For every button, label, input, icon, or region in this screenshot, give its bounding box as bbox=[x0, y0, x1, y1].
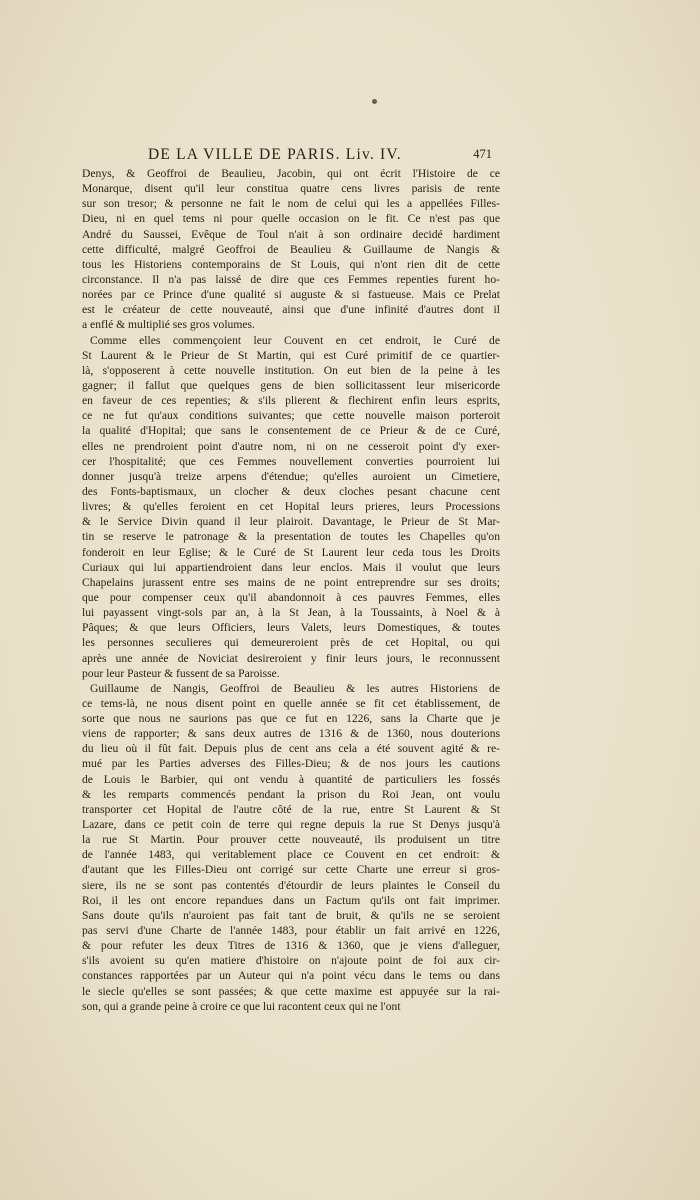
text-line: le siecle qu'elles se sont passées; & que cette maxime est appuyée sur la rai- bbox=[82, 984, 500, 998]
text-line: d'autant que les Filles-Dieu ont corrigé sur cette Charte une erreur si gros- bbox=[82, 863, 500, 877]
text-line: gagner; il fallut que quelques gens de bien sollicitassent leur misericorde bbox=[82, 378, 500, 392]
text-line: transporter cet Hopital de l'autre côté de la rue, entre St Laurent & St bbox=[82, 802, 500, 816]
text-line: St Laurent & le Prieur de St Martin, qui est Curé primitif de ce quartier- bbox=[82, 348, 500, 362]
text-line: norées par ce Prince d'une qualité si auguste & si fastueuse. Mais ce Prelat bbox=[82, 288, 500, 302]
text-line: pas servi d'une Charte de l'année 1483, pour établir un fait arrivé en 1226, bbox=[82, 924, 500, 938]
text-line: de l'année 1483, qui veritablement place ce Couvent en cet endroit: & bbox=[82, 848, 500, 862]
text-line: après une année de Noviciat desireroient y finir leurs jours, le reconnussent bbox=[82, 651, 500, 665]
text-line: Comme elles commençoient leur Couvent en cet endroit, le Curé de bbox=[90, 333, 500, 347]
text-line: constances rapportées par un Auteur qui n'a point vécu dans le tems ou dans bbox=[82, 969, 500, 983]
text-line: Pâques; & que leurs Officiers, leurs Valets, leurs Domestiques, & toutes bbox=[82, 621, 500, 635]
text-line: fonderoit en leur Eglise; & le Curé de St Laurent leur ceda tous les Droits bbox=[82, 545, 500, 559]
text-line: donner jusqu'à treize arpens d'étendue; qu'elles auroient un Cimetiere, bbox=[82, 469, 500, 483]
text-line: & pour refuter les deux Titres de 1316 & 1360, que je viens d'alleguer, bbox=[82, 939, 500, 953]
text-line: & les remparts commencés pendant la prison du Roi Jean, ont voulu bbox=[82, 787, 500, 801]
text-line: mué par les Parties adverses des Filles-Dieu; & de nos jours les cautions bbox=[82, 757, 500, 771]
text-line: Monarque, disent qu'il leur constitua quatre cens livres parisis de rente bbox=[82, 182, 500, 196]
text-line: & le Service Divin quand il leur plairoit. Davantage, le Prieur de St Mar- bbox=[82, 515, 500, 529]
text-line: cette difficulté, malgré Geoffroi de Beaulieu & Guillaume de Nangis & bbox=[82, 242, 500, 256]
running-header bbox=[148, 146, 492, 166]
text-line: s'ils avoient su qu'en matiere d'histoire on n'ajoute point de foi aux cir- bbox=[82, 954, 500, 968]
text-line: est le créateur de cette nouveauté, ainsi que d'une infinité d'autres dont il bbox=[82, 303, 500, 317]
text-line: Denys, & Geoffroi de Beaulieu, Jacobin, qui ont écrit l'Histoire de ce bbox=[82, 167, 500, 180]
text-line: André du Saussei, Evêque de Toul n'ait à son ordinaire decidé hardiment bbox=[82, 227, 500, 241]
text-line: Roi, il les ont encore repandues dans un Factum qu'ils ont fait imprimer. bbox=[82, 893, 500, 907]
text-line: sorte que nous ne saurions pas que ce fut en 1226, sans la Charte que je bbox=[82, 712, 500, 726]
text-line: Sans doute qu'ils n'auroient pas fait tant de bruit, & qu'ils ne se seroient bbox=[82, 908, 500, 922]
page-number: 471 bbox=[473, 147, 492, 161]
text-line: Dieu, ni en quel tems ni pour quelle occasion on le fit. Ce n'est pas que bbox=[82, 212, 500, 226]
text-line: que pour compenser ceux qu'il abandonnoit à ces pauvres Femmes, elles bbox=[82, 590, 500, 604]
text-line: là, s'opposerent à cette nouvelle institution. On eut bien de la peine à les bbox=[82, 363, 500, 377]
text-line: du lieu où il fût fait. Depuis plus de cent ans cela a été souvent agité & re- bbox=[82, 742, 500, 756]
text-line: livres; & qu'elles feroient en cet Hopital leurs prieres, leurs Processions bbox=[82, 500, 500, 514]
text-line: les personnes seculieres qui demeureroient près de cet Hopital, ou qui bbox=[82, 636, 500, 650]
text-line: circonstance. Il n'a pas laissé de dire que ces Femmes repenties furent ho- bbox=[82, 272, 500, 286]
text-line: des Fonts-baptismaux, un clocher & deux cloches pesant chacune cent bbox=[82, 484, 500, 498]
text-line: pour leur Pasteur & fussent de sa Paroisse. bbox=[82, 666, 280, 680]
text-line: siere, ils ne se sont pas contentés d'étourdir de leurs plaintes le Conseil du bbox=[82, 878, 500, 892]
text-line: cer l'hospitalité; que ces Femmes nouvellement converties pourroient lui bbox=[82, 454, 500, 468]
text-line: de Louis le Barbier, qui ont vendu à quantité de particuliers les fossés bbox=[82, 772, 500, 786]
text-line: en faveur de ces repenties; & s'ils plierent & flechirent enfin leurs esprits, bbox=[82, 394, 500, 408]
text-line: la qualité d'Hopital; que sans le consentement de ce Prieur & de ce Curé, bbox=[82, 424, 500, 438]
text-line: tous les Historiens contemporains de St Louis, qui n'ont rien dit de cette bbox=[82, 257, 500, 271]
running-title: DE LA VILLE DE PARIS. Liv. IV. bbox=[148, 146, 402, 163]
text-line: elles ne prendroient point d'autre nom, ni on ne cesseroit point d'y exer- bbox=[82, 439, 500, 453]
text-line: sur son tresor; & personne ne fait le nom de celui qui les a appellées Filles- bbox=[82, 197, 500, 211]
text-line: Lazare, dans ce petit coin de terre qui regne depuis la rue St Denys jusqu'à bbox=[82, 818, 500, 832]
text-line: ce tems-là, ne nous disent point en quelle année se fit cet établissement, de bbox=[82, 696, 500, 710]
body-text bbox=[82, 166, 500, 1014]
text-line: Guillaume de Nangis, Geoffroi de Beaulieu & les autres Historiens de bbox=[90, 681, 500, 695]
text-line: tin se reserve le patronage & la presentation de toutes les Chapelles qu'on bbox=[82, 530, 500, 544]
text-line: son, qui a grande peine à croire ce que lui racontent ceux qui ne l'ont bbox=[82, 999, 401, 1013]
text-line: ce ne fut qu'aux conditions suivantes; que cette nouvelle maison porteroit bbox=[82, 409, 500, 423]
page-mark bbox=[372, 99, 377, 104]
text-line: lui payassent vingt-sols par an, à la St Jean, à la Toussaints, à Noel & à bbox=[82, 606, 500, 620]
text-line: a enflé & multiplié ses gros volumes. bbox=[82, 318, 255, 332]
text-line: viens de rapporter; & sans deux autres de 1316 & de 1360, nous douterions bbox=[82, 727, 500, 741]
text-line: Curiaux qui lui appartiendroient dans leur enclos. Mais il voulut que leurs bbox=[82, 560, 500, 574]
text-line: Chapelains jurassent entre ses mains de ne point entreprendre sur ses droits; bbox=[82, 575, 500, 589]
text-line: la rue St Martin. Pour prouver cette nouveauté, ils produisent un titre bbox=[82, 833, 500, 847]
